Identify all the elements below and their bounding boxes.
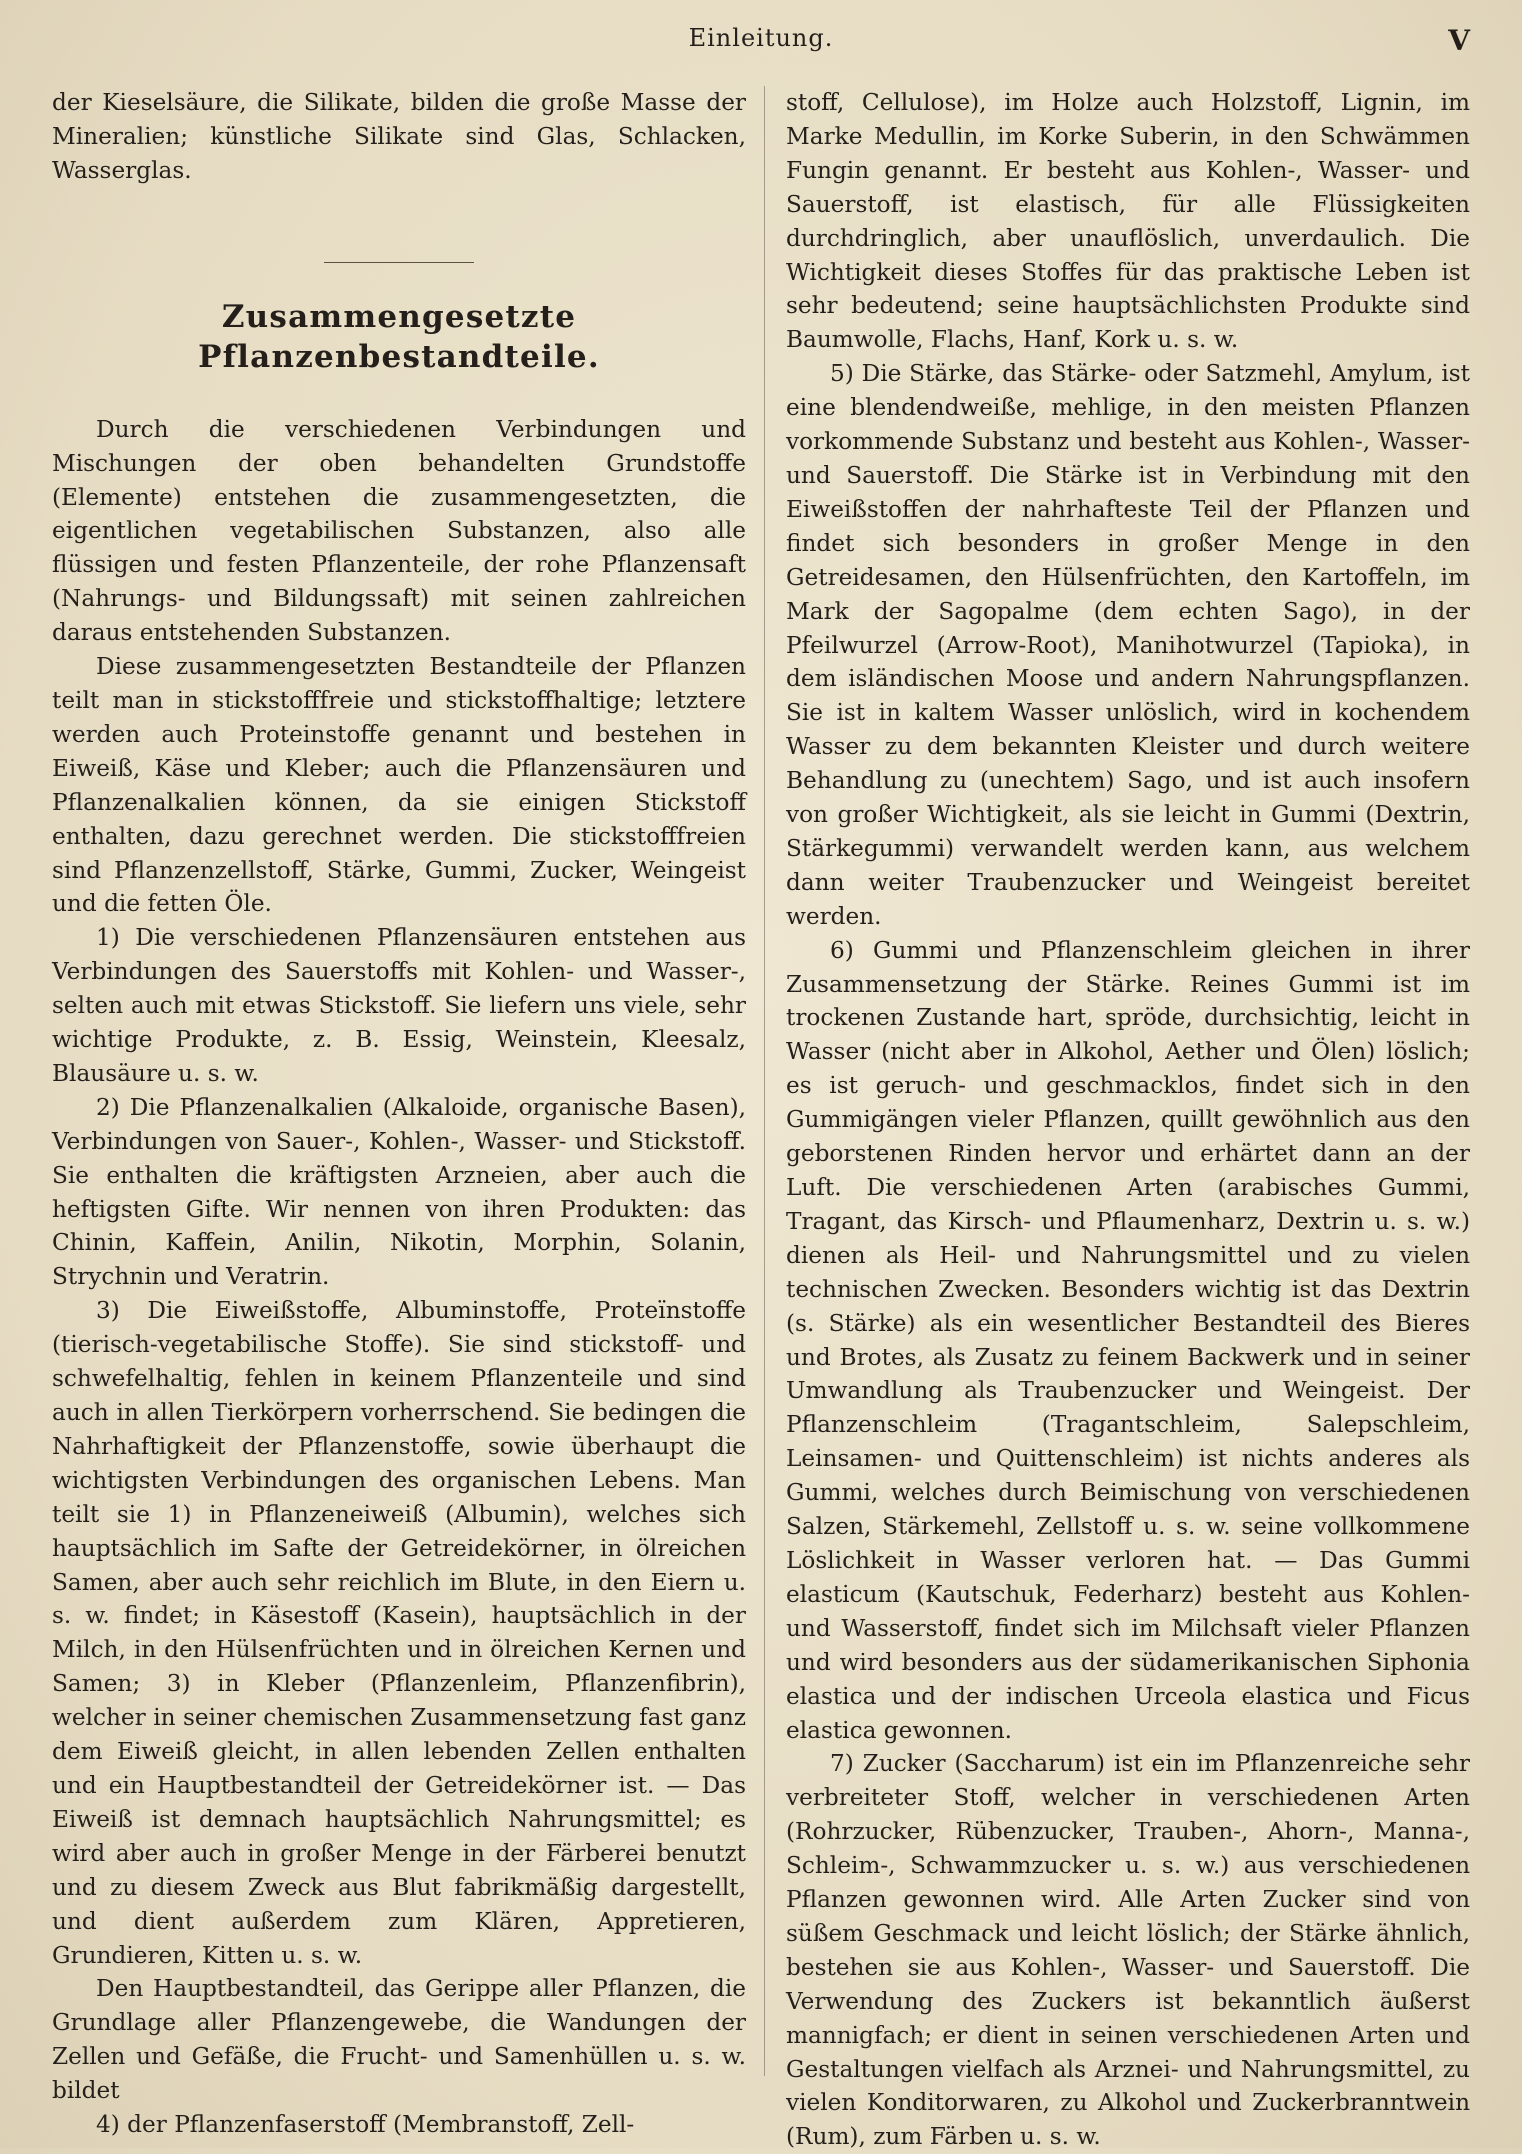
intro-paragraph: der Kieselsäure, die Silikate, bilden die große Masse der Mineralien; künstliche Silikate sind Glas, Schlacken, Wasserglas. (52, 89, 746, 184)
section-divider (324, 262, 474, 263)
paragraph-main-component: Den Hauptbestandteil, das Gerippe aller Pflanzen, die Grundlage aller Pflanzengewebe, die Wandungen der Zellen und Gefäße, die Frucht- und Samenhüllen u. s. w. bildet (52, 1975, 746, 2105)
column-rule (764, 86, 765, 2076)
page-number: V (1448, 24, 1470, 57)
running-header (0, 24, 1522, 64)
paragraph-proteins: 3) Die Eiweißstoffe, Albuminstoffe, Proteïnstoffe (tierisch-vegetabilische Stoffe). Sie sind stickstoff- und schwefelhaltig, fehlen in keinem Pflanzenteile und sind auch in allen Tierkörpern vorherrschend. Sie bedingen die Nahrhaftigkeit der Pflanzenstoffe, sowie überhaupt die wichtigsten Verbindungen des organischen Lebens. Man teilt sie 1) in Pflanzeneiweiß (Albumin), welches sich hauptsächlich im Safte der Getreidekörner, in ölreichen Samen, aber auch sehr reichlich im Blute, in den Eiern u. s. w. findet; in Käsestoff (Kasein), hauptsächlich in der Milch, in den Hülsenfrüchten und in ölreichen Kernen und Samen; 3) in Kleber (Pflanzenleim, Pflanzenfibrin), welcher in seiner chemischen Zusammensetzung fast ganz dem Eiweiß gleicht, in allen lebenden Zellen enthalten und ein Hauptbestandteil der Getreidekörner ist. — Das Eiweiß ist demnach hauptsächlich Nahrungsmittel; es wird aber auch in großer Menge in der Färberei benutzt und zu diesem Zweck aus Blut fabrikmäßig dargestellt, und dient außerdem zum Klären, Appretieren, Grundieren, Kitten u. s. w. (52, 1297, 746, 1969)
section-heading: Zusammengesetzte Pflanzenbestandteile. (198, 298, 600, 375)
paragraph-fiber-continued: stoff, Cellulose), im Holze auch Holzstoff, Lignin, im Marke Medullin, im Korke Suberin, in den Schwämmen Fungin genannt. Er besteht aus Kohlen-, Wasser- und Sauerstoff, ist elastisch, für alle Flüssigkeiten durchdringlich, aber unauflöslich, unverdaulich. Die Wichtigkeit dieses Stoffes für das praktische Leben ist sehr bedeutend; seine hauptsächlichsten Produkte sind Baumwolle, Flachs, Hanf, Kork u. s. w. (786, 89, 1470, 354)
paragraph-intro-compounds: Durch die verschiedenen Verbindungen und Mischungen der oben behandelten Grundstoffe (Elemente) entstehen die zusammengesetzten, die eigentlichen vegetabilischen Substanzen, also alle flüssigen und festen Pflanzenteile, der rohe Pflanzensaft (Nahrungs- und Bildungssaft) mit seinen zahlreichen daraus entstehenden Substanzen. (52, 415, 746, 647)
paragraph-classification: Diese zusammengesetzten Bestandteile der Pflanzen teilt man in stickstofffreie und stickstoffhaltige; letztere werden auch Proteinstoffe genannt und bestehen in Eiweiß, Käse und Kleber; auch die Pflanzensäuren und Pflanzenalkalien können, da sie einigen Stickstoff enthalten, dazu gerechnet werden. Die stickstofffreien sind Pflanzenzellstoff, Stärke, Gummi, Zucker, Weingeist und die fetten Öle. (52, 653, 746, 918)
paragraph-plant-acids: 1) Die verschiedenen Pflanzensäuren entstehen aus Verbindungen des Sauerstoffs mit Kohlen- und Wasser-, selten auch mit etwas Stickstoff. Sie liefern uns viele, sehr wichtige Produkte, z. B. Essig, Weinstein, Kleesalz, Blausäure u. s. w. (52, 924, 746, 1087)
left-column (52, 86, 746, 2142)
right-column (786, 86, 1470, 2154)
running-title: Einleitung. (688, 24, 834, 52)
paragraph-alkaloids: 2) Die Pflanzenalkalien (Alkaloide, organische Basen), Verbindungen von Sauer-, Kohlen-, Wasser- und Stickstoff. Sie enthalten die kräftigsten Arzneien, aber auch die heftigsten Gifte. Wir nennen von ihren Produkten: das Chinin, Kaffein, Anilin, Nikotin, Morphin, Solanin, Strychnin und Veratrin. (52, 1093, 746, 1291)
paragraph-gum: 6) Gummi und Pflanzenschleim gleichen in ihrer Zusammensetzung der Stärke. Reines Gummi ist im trockenen Zustande hart, spröde, durchsichtig, leicht in Wasser (nicht aber in Alkohol, Aether und Ölen) löslich; es ist geruch- und geschmacklos, findet sich in den Gummigängen vieler Pflanzen, quillt gewöhnlich aus den geborstenen Rinden hervor und erhärtet dann an der Luft. Die verschiedenen Arten (arabisches Gummi, Tragant, das Kirsch- und Pflaumenharz, Dextrin u. s. w.) dienen als Heil- und Nahrungsmittel und zu vielen technischen Zwecken. Besonders wichtig ist das Dextrin (s. Stärke) als ein wesentlicher Bestandteil des Bieres und Brotes, als Zusatz zu feinem Backwerk und in seiner Umwandlung als Traubenzucker und Weingeist. Der Pflanzenschleim (Tragantschleim, Salepschleim, Leinsamen- und Quittenschleim) ist nichts anderes als Gummi, welches durch Beimischung von verschiedenen Salzen, Stärkemehl, Zellstoff u. s. w. seine vollkommene Löslichkeit in Wasser verloren hat. — Das Gummi elasticum (Kautschuk, Federharz) besteht aus Kohlen- und Wasserstoff, findet sich im Milchsaft vieler Pflanzen und wird besonders aus der südamerikanischen Siphonia elastica und der indischen Urceola elastica und Ficus elastica gewonnen. (786, 936, 1470, 1744)
paragraph-sugar: 7) Zucker (Saccharum) ist ein im Pflanzenreiche sehr verbreiteter Stoff, welcher in verschiedenen Arten (Rohrzucker, Rübenzucker, Trauben-, Ahorn-, Manna-, Schleim-, Schwammzucker u. s. w.) aus verschiedenen Pflanzen gewonnen wird. Alle Arten Zucker sind von süßem Geschmack und leicht löslich; der Stärke ähnlich, bestehen sie aus Kohlen-, Wasser- und Sauerstoff. Die Verwendung des Zuckers ist bekanntlich äußerst mannigfach; er dient in seinen verschiedenen Arten und Gestaltungen vielfach als Arznei- und Nahrungsmittel, zu vielen Konditorwaren, zu Alkohol und Zuckerbranntwein (Rum), zum Färben u. s. w. (786, 1750, 1470, 2151)
paragraph-fiber-start: 4) der Pflanzenfaserstoff (Membranstoff, Zell- (96, 2111, 635, 2139)
paragraph-starch: 5) Die Stärke, das Stärke- oder Satzmehl, Amylum, ist eine blendendweiße, mehlige, in den meisten Pflanzen vorkommende Substanz und besteht aus Kohlen-, Wasser- und Sauerstoff. Die Stärke ist in Verbindung mit den Eiweißstoffen der nahrhafteste Teil der Pflanzen und findet sich besonders in großer Menge in den Getreidesamen, den Hülsenfrüchten, den Kartoffeln, im Mark der Sagopalme (dem echten Sago), in der Pfeilwurzel (Arrow-Root), Manihotwurzel (Tapioka), in dem isländischen Moose und andern Nahrungspflanzen. Sie ist in kaltem Wasser unlöslich, wird in kochendem Wasser zu dem bekannten Kleister und durch weitere Behandlung zu (unechtem) Sago, und ist auch insofern von großer Wichtigkeit, als sie leicht in Gummi (Dextrin, Stärkegummi) verwandelt werden kann, aus welchem dann weiter Traubenzucker und Weingeist bereitet werden. (786, 360, 1470, 930)
